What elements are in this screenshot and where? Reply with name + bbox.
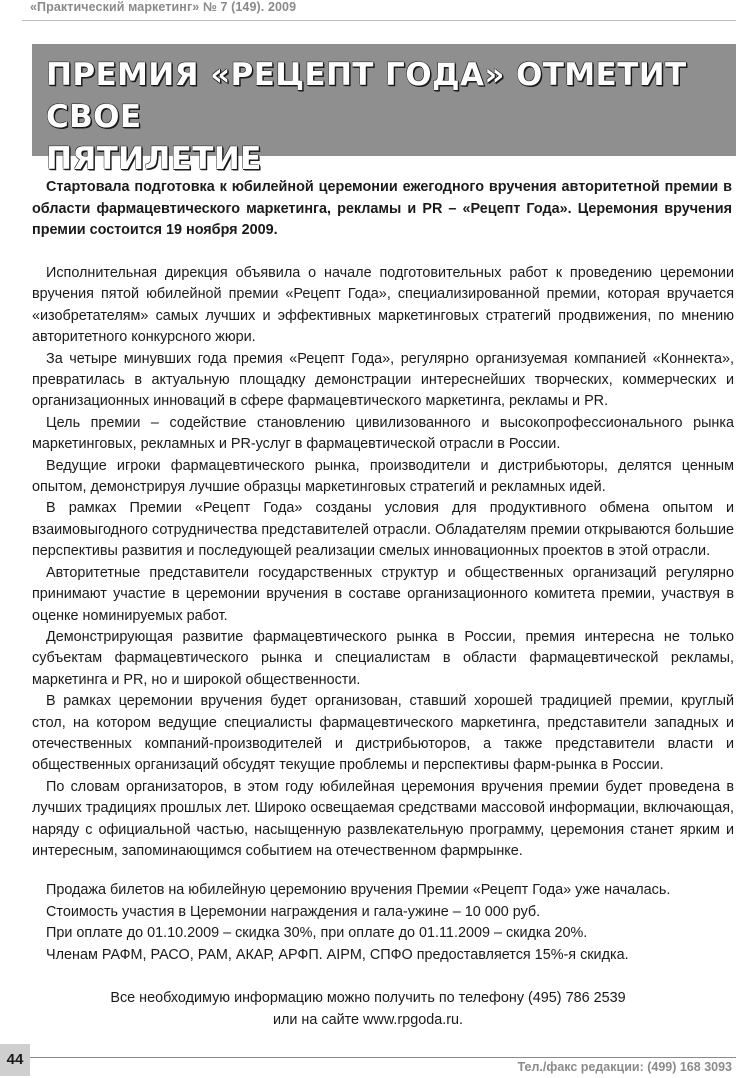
title-line-1: ПРЕМИЯ «РЕЦЕПТ ГОДА» ОТМЕТИТ СВОЕ	[46, 57, 687, 135]
ticket-line: При оплате до 01.10.2009 – скидка 30%, при оплате до 01.11.2009 – скидка 20%.	[46, 925, 588, 942]
article-body	[32, 263, 734, 862]
body-paragraph: Цель премии – содействие становлению цивилизованного и высокопрофессионального рынка маркетинговых, рекламных и PR-услуг в фармацевтической отрасли в России.	[32, 414, 734, 453]
footer-divider	[30, 1057, 736, 1058]
ticket-line: Стоимость участия в Церемонии награждения и гала-ужине – 10 000 руб.	[46, 903, 541, 920]
ticket-info	[46, 880, 726, 966]
article-title	[46, 54, 706, 180]
ticket-line: Членам РАФМ, РАСО, РАМ, АКАР, АРФП. AIPM, СПФО предоставляется 15%-я скидка.	[46, 946, 629, 963]
contact-info	[0, 988, 736, 1031]
body-paragraph: В рамках Премии «Рецепт Года» созданы условия для продуктивного обмена опытом и взаимовыгодного сотрудничества представителей отрасли. Обладателям премии открываются большие перспективы развития и последующей реализации смелых инновационных проектов в этой отрасли.	[32, 500, 734, 560]
body-paragraph: В рамках церемонии вручения будет организован, ставший хорошей традицией премии, круглый стол, на котором ведущие специалисты фармацевтического маркетинга, представители западных и отечественных компаний-производителей и дистрибьюторов, а также представители власти и общественных организаций обсудят текущие проблемы и перспективы фарм-рынка в России.	[32, 693, 734, 774]
lead-text: Стартовала подготовка к юбилейной церемонии ежегодного вручения авторитетной премии в области фармацевтического маркетинга, рекламы и PR – «Рецепт Года». Церемония вручения премии состоится 19 ноября 2009.	[32, 179, 732, 238]
contact-line: Все необходимую информацию можно получить по телефону (495) 786 2539	[110, 990, 626, 1006]
body-paragraph: По словам организаторов, в этом году юбилейная церемония вручения премии будет проведена в лучших традициях прошлых лет. Широко освещаемая средствами массовой информации, включающая, наряду с официальной частью, насыщенную развлекательную программу, церемония станет ярким и интересным, запоминающимся событием на отечественном фармрынке.	[32, 778, 734, 859]
body-paragraph: Авторитетные представители государственных структур и общественных организаций регулярно принимают участие в церемонии вручения в составе организационного комитета премии, участвуя в оценке номинируемых работ.	[32, 564, 734, 624]
ticket-line: Продажа билетов на юбилейную церемонию вручения Премии «Рецепт Года» уже началась.	[46, 882, 671, 898]
contact-line: или на сайте www.rpgoda.ru.	[272, 1011, 464, 1028]
editorial-phone: Тел./факс редакции: (499) 168 3093	[517, 1060, 732, 1074]
header-divider	[22, 20, 736, 21]
lead-paragraph	[32, 177, 732, 242]
body-paragraph: Исполнительная дирекция объявила о начале подготовительных работ к проведению церемонии вручения пятой юбилейной премии «Рецепт Года», специализированной премии, которая вручается «изобретателям» самых лучших и эффективных маркетинговых стратегий продвижения, по мнению авторитетного конкурсного жюри.	[32, 265, 734, 346]
publication-header: «Практический маркетинг» № 7 (149). 2009	[30, 0, 297, 14]
page-number: 44	[0, 1044, 30, 1076]
body-paragraph: За четыре минувших года премия «Рецепт Года», регулярно организуемая компанией «Коннекта», превратилась в актуальную площадку демонстрации интереснейших творческих, коммерческих и организационных инноваций в сфере фармацевтического маркетинга, рекламы и PR.	[32, 350, 734, 410]
body-paragraph: Демонстрирующая развитие фармацевтического рынка в России, премия интересна не только субъектам фармацевтического рынка и специалистам в области фармацевтической рекламы, маркетинга и PR, но и широкой общественности.	[32, 628, 734, 688]
title-line-2: ПЯТИЛЕТИЕ	[46, 141, 262, 177]
body-paragraph: Ведущие игроки фармацевтического рынка, производители и дистрибьюторы, делятся ценным опытом, демонстрируя лучшие образцы маркетинговых стратегий и рекламных идей.	[32, 457, 734, 496]
